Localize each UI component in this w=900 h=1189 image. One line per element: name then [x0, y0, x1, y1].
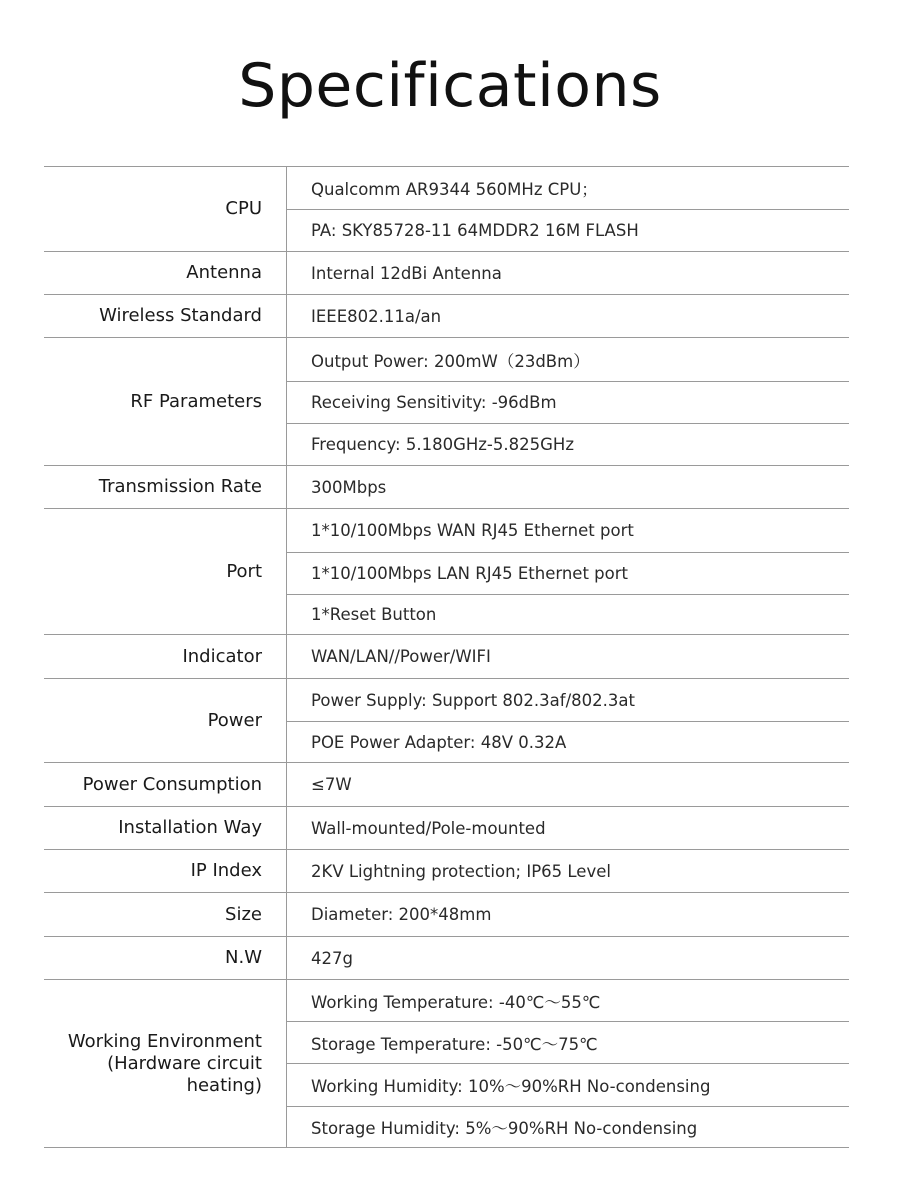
spec-values	[287, 295, 849, 337]
spec-label-cell	[44, 850, 287, 892]
spec-value: 1*Reset Button	[287, 594, 849, 634]
spec-row	[44, 980, 849, 1148]
spec-value: Qualcomm AR9344 560MHz CPU；	[311, 180, 598, 199]
spec-row	[44, 893, 849, 937]
spec-values	[287, 763, 849, 806]
spec-row	[44, 167, 849, 252]
spec-value: POE Power Adapter: 48V 0.32A	[287, 721, 849, 762]
spec-label: Installation Way	[118, 817, 262, 838]
spec-label: Antenna	[186, 262, 262, 283]
spec-label-cell	[44, 338, 287, 465]
spec-label: Port	[226, 560, 262, 582]
spec-value: 2KV Lightning protection; IP65 Level	[311, 861, 611, 881]
spec-label-cell	[44, 937, 287, 979]
spec-value: ≤7W	[311, 775, 352, 794]
spec-label-cell	[44, 635, 287, 678]
spec-label: IP Index	[190, 860, 262, 881]
spec-value: 1*10/100Mbps WAN RJ45 Ethernet port	[311, 521, 634, 540]
spec-label: CPU	[225, 198, 262, 219]
spec-values	[287, 509, 849, 634]
spec-label: Wireless Standard	[99, 305, 262, 326]
spec-label-cell	[44, 167, 287, 251]
spec-value: Diameter: 200*48mm	[311, 905, 492, 924]
spec-value: 1*10/100Mbps LAN RJ45 Ethernet port	[287, 552, 849, 594]
spec-value: 427g	[311, 948, 353, 968]
spec-value: Output Power: 200mW（23dBm）	[311, 351, 590, 371]
spec-values	[287, 807, 849, 849]
spec-label: Power Consumption	[82, 773, 262, 795]
spec-value: Frequency: 5.180GHz-5.825GHz	[287, 423, 849, 465]
spec-row	[44, 937, 849, 980]
spec-value: WAN/LAN//Power/WIFI	[311, 647, 491, 666]
spec-values	[287, 893, 849, 936]
spec-row	[44, 252, 849, 295]
spec-value: Wall-mounted/Pole-mounted	[311, 818, 546, 838]
spec-value: Storage Humidity: 5%～90%RH No-condensing	[287, 1106, 849, 1147]
spec-values	[287, 252, 849, 294]
spec-label: Power	[207, 709, 262, 731]
spec-label-cell	[44, 295, 287, 337]
spec-row	[44, 338, 849, 466]
spec-label-cell	[44, 252, 287, 294]
spec-row	[44, 509, 849, 635]
spec-row	[44, 466, 849, 509]
spec-value: IEEE802.11a/an	[311, 306, 442, 326]
spec-label: N.W	[225, 947, 262, 968]
spec-values	[287, 338, 849, 465]
spec-row	[44, 807, 849, 850]
spec-value: Working Humidity: 10%～90%RH No-condensing	[287, 1063, 849, 1106]
spec-label: Indicator	[182, 645, 262, 667]
spec-label: Size	[225, 903, 262, 925]
spec-values	[287, 679, 849, 762]
spec-row	[44, 763, 849, 807]
spec-values	[287, 980, 849, 1147]
spec-label-cell	[44, 807, 287, 849]
spec-label-cell	[44, 763, 287, 806]
spec-label-cell	[44, 466, 287, 508]
spec-label-cell	[44, 980, 287, 1147]
spec-value: PA: SKY85728-11 64MDDR2 16M FLASH	[287, 209, 849, 251]
spec-label-cell	[44, 509, 287, 634]
spec-label: Working Environment (Hardware circuit heating)	[67, 1030, 262, 1096]
spec-values	[287, 850, 849, 892]
spec-row	[44, 635, 849, 679]
spec-label: Transmission Rate	[98, 476, 262, 497]
spec-label-cell	[44, 679, 287, 762]
spec-value: Receiving Sensitivity: -96dBm	[287, 381, 849, 423]
spec-value: Storage Temperature: -50℃～75℃	[287, 1021, 849, 1063]
spec-values	[287, 635, 849, 678]
specifications-table	[44, 166, 849, 1148]
spec-label-cell	[44, 893, 287, 936]
spec-value: Power Supply: Support 802.3af/802.3at	[311, 690, 635, 710]
page-title: Specifications	[238, 51, 662, 121]
spec-row	[44, 679, 849, 763]
spec-row	[44, 850, 849, 893]
spec-label: RF Parameters	[130, 390, 262, 412]
spec-value: Working Temperature: -40℃～55℃	[311, 992, 601, 1012]
spec-values	[287, 466, 849, 508]
spec-row	[44, 295, 849, 338]
spec-values	[287, 937, 849, 979]
spec-value: Internal 12dBi Antenna	[311, 263, 502, 283]
spec-value: 300Mbps	[311, 477, 387, 497]
spec-values	[287, 167, 849, 251]
